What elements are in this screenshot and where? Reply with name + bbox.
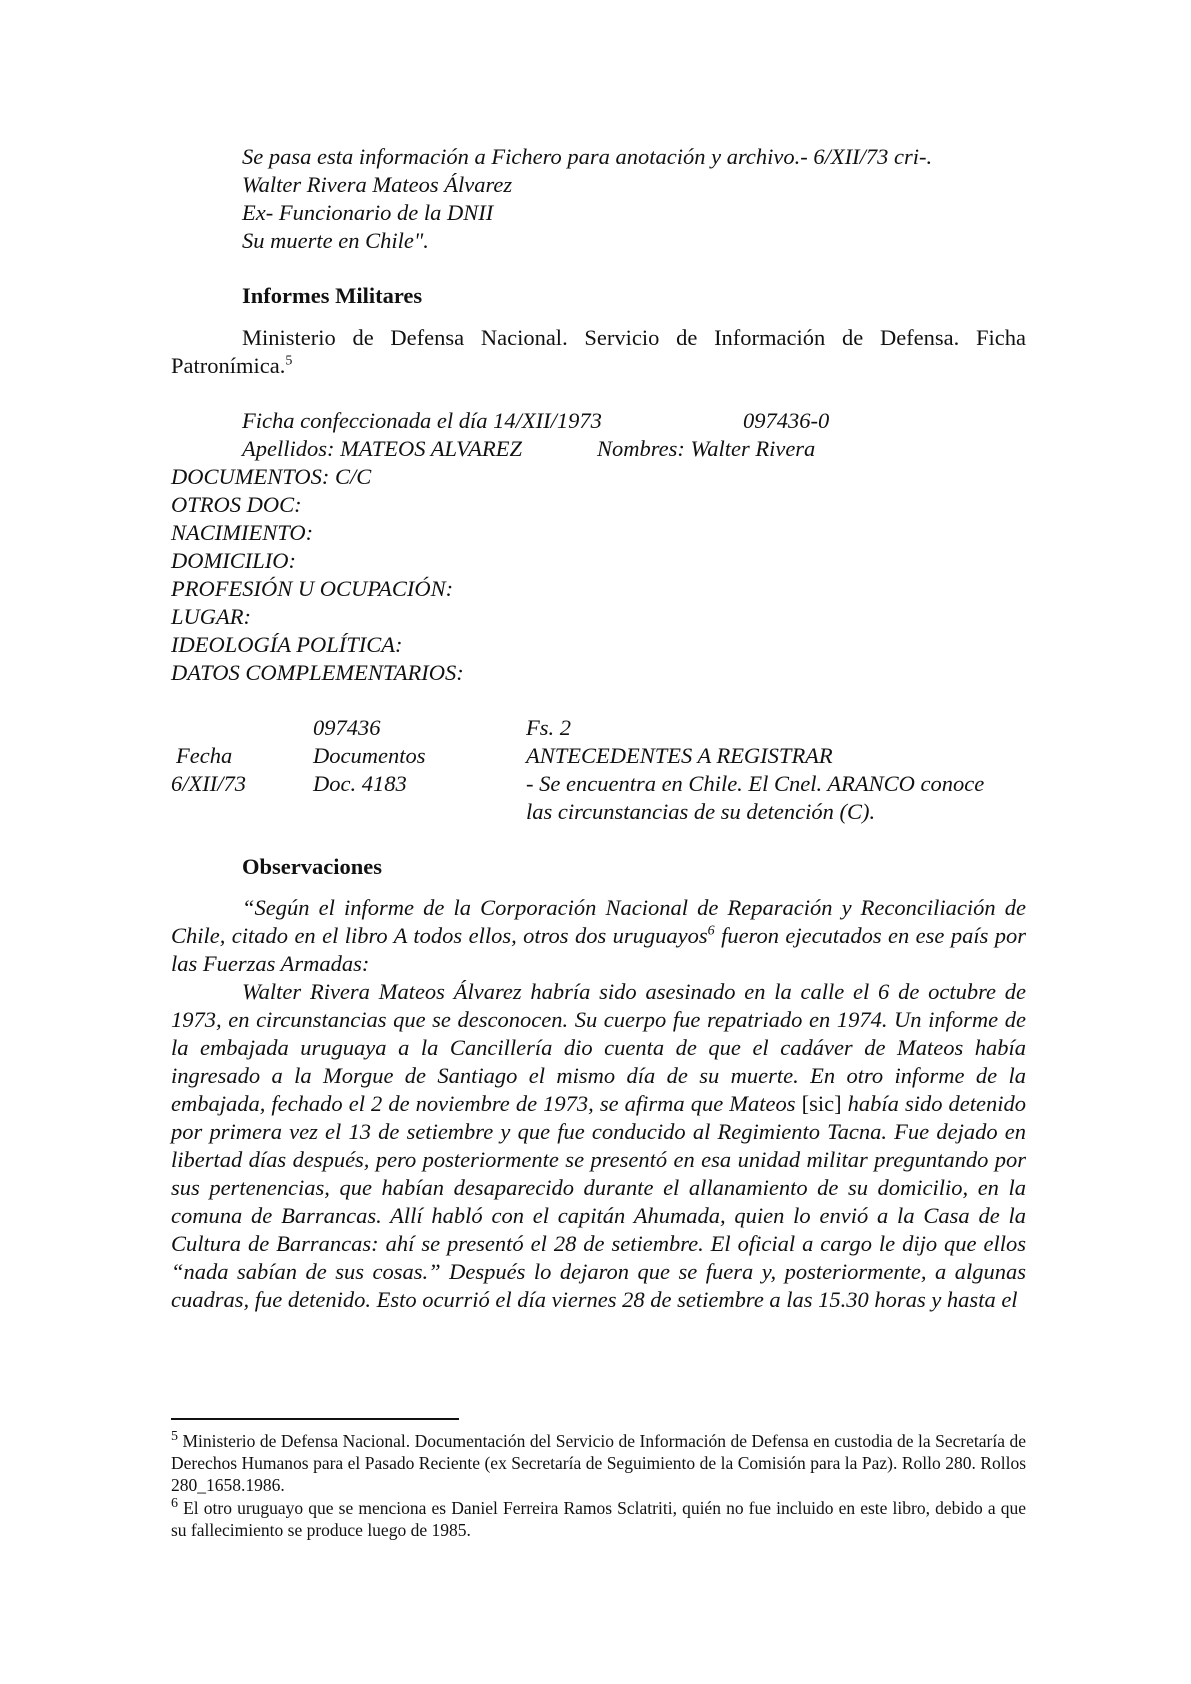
footnote-5 xyxy=(171,1430,1026,1496)
row-fecha: 6/XII/73 xyxy=(171,771,246,796)
row-doc: Doc. 4183 xyxy=(313,771,407,796)
intro-line-2: Walter Rivera Mateos Álvarez xyxy=(242,172,513,197)
col-header-documentos: Documentos xyxy=(313,743,426,768)
footnote-separator xyxy=(171,1418,459,1420)
obs-p1-text-end: fueron ejecutados en ese país por las Fuerzas Armadas: xyxy=(171,923,1027,976)
col-header-antecedentes: ANTECEDENTES A REGISTRAR xyxy=(526,743,833,768)
intro-line-4: Su muerte en Chile". xyxy=(242,228,429,253)
ficha-field: DATOS COMPLEMENTARIOS: xyxy=(171,660,464,685)
informes-paragraph xyxy=(171,324,1026,380)
footnote-number: 5 xyxy=(171,1429,178,1445)
row-antecedentes-1: - Se encuentra en Chile. El Cnel. ARANCO conoce xyxy=(526,771,985,796)
footnote-text: Ministerio de Defensa Nacional. Documentación del Servicio de Información de Defensa en custodia de la Secretaría de Derechos Humanos para el Pasado Reciente (ex Secretaría de Seguimiento de la Comisión para la Paz). Rollo 280. Rollos 280_1658.1986. xyxy=(171,1431,1026,1495)
observaciones-paragraph-2 xyxy=(171,978,1026,1314)
sic-marker: [sic] xyxy=(801,1091,842,1116)
ficha-field: DOCUMENTOS: C/C xyxy=(171,464,372,489)
intro-line-3: Ex- Funcionario de la DNII xyxy=(242,200,494,225)
ficha-nombres: Nombres: Walter Rivera xyxy=(597,436,816,461)
ficha-field: NACIMIENTO: xyxy=(171,520,314,545)
obs-p2-text: Walter Rivera Mateos Álvarez habría sido asesinado en la calle el 6 de octubre de 1973, en circunstancias que se desconocen. Su cuerpo fue repatriado en 1974. Un informe de la embajada uruguaya a la Cancillería dio cuenta de que el cadáver de Mateos había ingresado a la Morgue de Santiago el mismo día de su muerte. En otro informe de la embajada, fechado el 2 de noviembre de 1973, se afirma que Mateos xyxy=(171,979,1026,1116)
ficha-number: 097436-0 xyxy=(743,408,830,433)
registro-folio: Fs. 2 xyxy=(526,715,571,740)
obs-p2-text-end: había sido detenido por primera vez el 13 de setiembre y que fue conducido al Regimiento Tacna. Fue dejado en libertad días después, pero posteriormente se presentó en esa unidad militar preguntando por sus pertenencias, que habían desaparecido durante el allanamiento de su domicilio, en la comuna de Barrancas. Allí habló con el capitán Ahumada, quien lo envió a la Casa de la Cultura de Barrancas: ahí se presentó el 28 de setiembre. El oficial a cargo le dijo que ellos “nada sabían de sus cosas.” Después lo dejaron que se fuera y, posteriormente, a algunas cuadras, fue detenido. Esto ocurrió el día viernes 28 de setiembre a las 15.30 horas y hasta el xyxy=(171,1091,1026,1312)
ficha-field: DOMICILIO: xyxy=(171,548,296,573)
footnote-ref-5: 5 xyxy=(285,353,293,369)
footnote-text: El otro uruguayo que se menciona es Daniel Ferreira Ramos Sclatriti, quién no fue incluido en este libro, debido a que su fallecimiento se produce luego de 1985. xyxy=(171,1498,1026,1540)
row-antecedentes-2: las circunstancias de su detención (C). xyxy=(526,799,876,824)
ficha-field: OTROS DOC: xyxy=(171,492,302,517)
section-heading-observaciones: Observaciones xyxy=(242,854,382,879)
footnote-ref-6: 6 xyxy=(707,923,715,939)
ficha-field: PROFESIÓN U OCUPACIÓN: xyxy=(171,576,454,601)
ficha-apellidos: Apellidos: MATEOS ALVAREZ xyxy=(242,436,522,461)
footnote-6 xyxy=(171,1497,1026,1541)
obs-p1-text: “Según el informe de la Corporación Nacional de Reparación y Reconciliación de Chile, citado en el libro A todos ellos, otros dos uruguayos xyxy=(171,895,1026,948)
ficha-field: LUGAR: xyxy=(171,604,251,629)
col-header-fecha: Fecha xyxy=(176,743,233,768)
footnote-number: 6 xyxy=(171,1496,178,1512)
ficha-field: IDEOLOGÍA POLÍTICA: xyxy=(171,632,403,657)
ficha-date-line: Ficha confeccionada el día 14/XII/1973 xyxy=(242,408,602,433)
observaciones-paragraph-1 xyxy=(171,894,1026,978)
section-heading-informes: Informes Militares xyxy=(242,283,423,308)
registro-number: 097436 xyxy=(313,715,381,740)
informes-text: Ministerio de Defensa Nacional. Servicio de Información de Defensa. Ficha Patronímica. xyxy=(171,325,1026,378)
intro-line-1: Se pasa esta información a Fichero para anotación y archivo.- 6/XII/73 cri-. xyxy=(242,144,933,169)
